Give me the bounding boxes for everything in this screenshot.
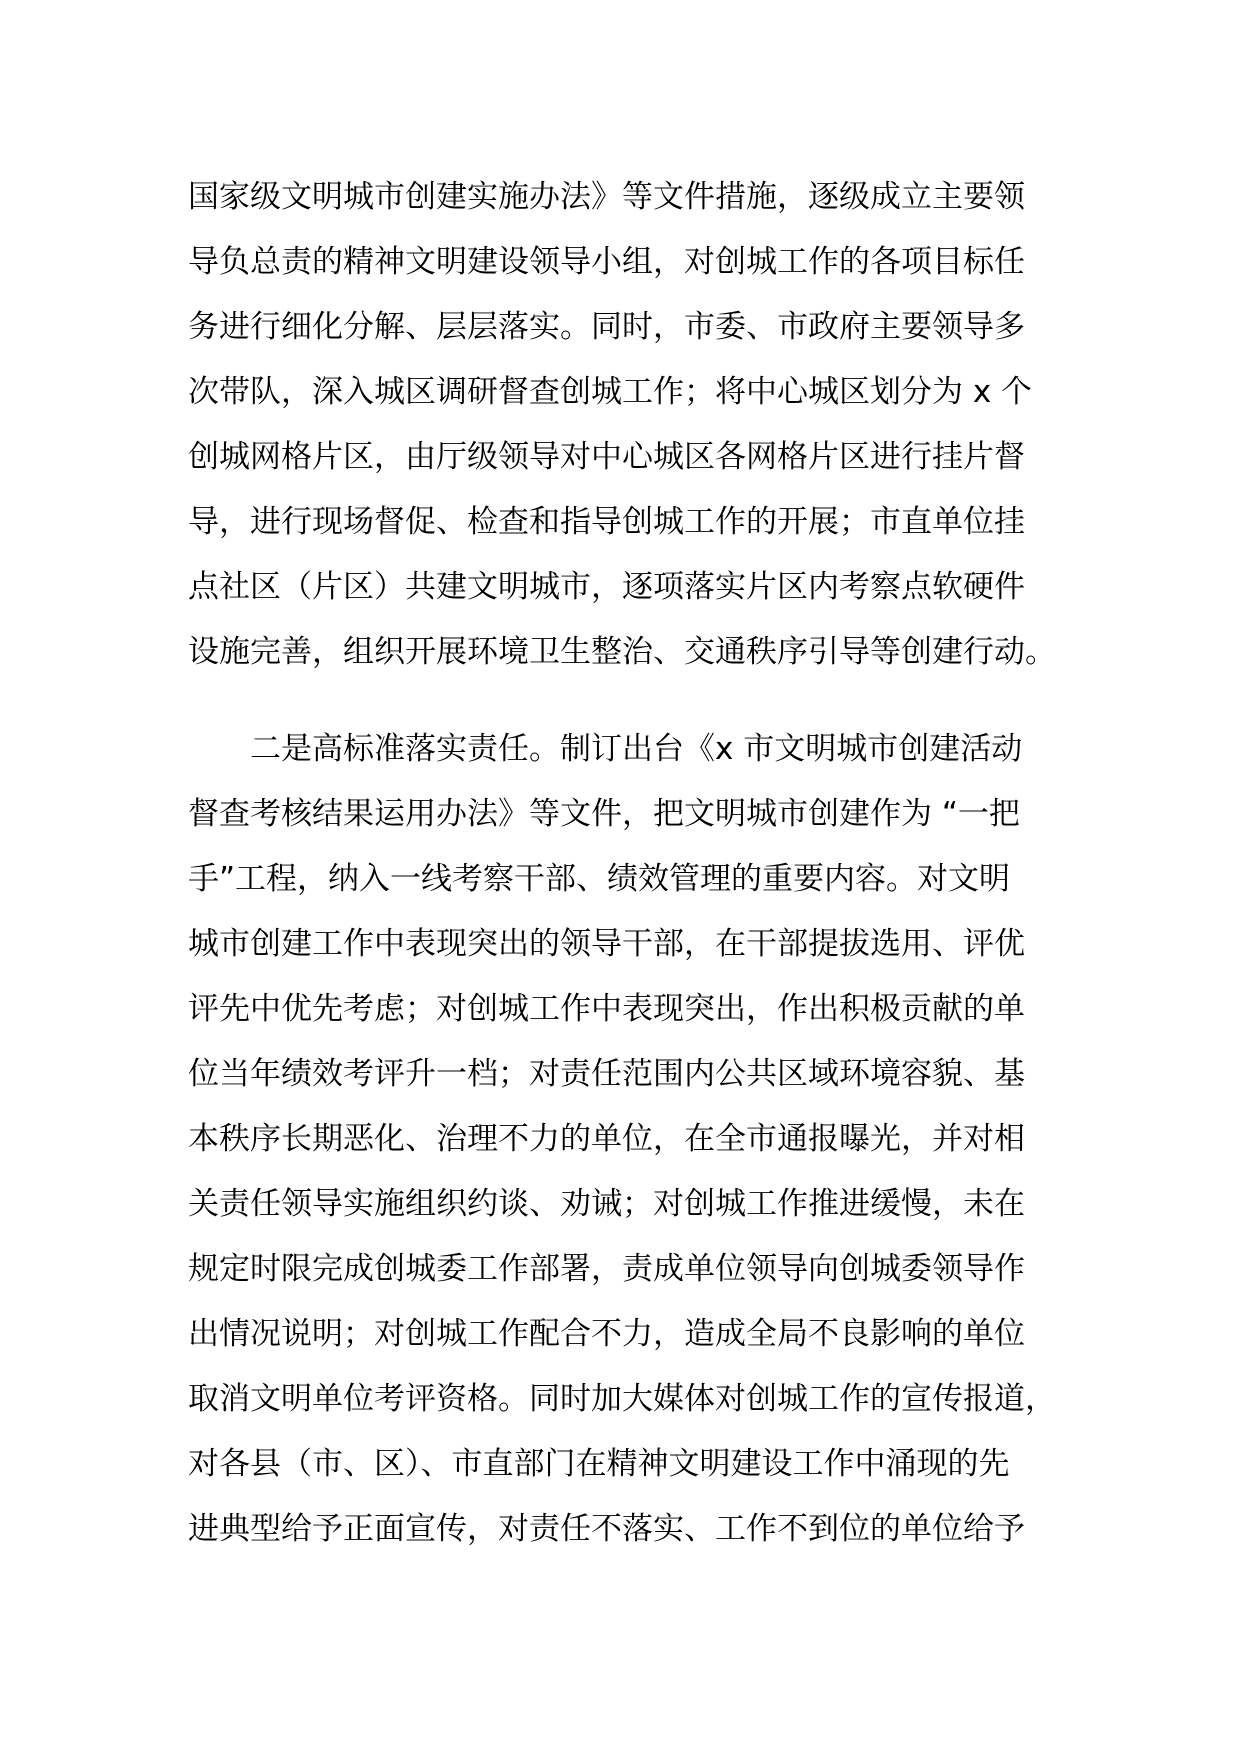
paragraph-line: 出情况说明；对创城工作配合不力，造成全局不良影响的单位 (188, 1316, 1025, 1352)
paragraph-line: 本秩序长期恶化、治理不力的单位，在全市通报曝光，并对相 (188, 1121, 1025, 1157)
paragraph-line: 次带队，深入城区调研督查创城工作；将中心城区划分为 x 个 (188, 374, 1033, 410)
paragraph-1 (188, 165, 1088, 685)
paragraph-line: 导，进行现场督促、检查和指导创城工作的开展；市直单位挂 (188, 504, 1025, 540)
paragraph-line: 评先中优先考虑；对创城工作中表现突出，作出积极贡献的单 (188, 991, 1025, 1027)
paragraph-line: 创城网格片区，由厅级领导对中心城区各网格片区进行挂片督 (188, 439, 1025, 475)
paragraph-2 (188, 717, 1088, 1562)
paragraph-line: 设施完善，组织开展环境卫生整治、交通秩序引导等创建行动。 (188, 634, 1056, 670)
paragraph-line: 城市创建工作中表现突出的领导干部，在干部提拔选用、评优 (188, 926, 1025, 962)
paragraph-line: 规定时限完成创城委工作部署，责成单位领导向创城委领导作 (188, 1251, 1025, 1287)
paragraph-line: 位当年绩效考评升一档；对责任范围内公共区域环境容貌、基 (188, 1056, 1025, 1092)
paragraph-line: 手”工程，纳入一线考察干部、绩效管理的重要内容。对文明 (188, 861, 1011, 897)
paragraph-line: 导负总责的精神文明建设领导小组，对创城工作的各项目标任 (188, 244, 1025, 280)
paragraph-line: 点社区（片区）共建文明城市，逐项落实片区内考察点软硬件 (188, 569, 1025, 605)
paragraph-line: 对各县（市、区）、市直部门在精神文明建设工作中涌现的先 (188, 1446, 1010, 1482)
paragraph-line: 二是高标准落实责任。制订出台《x 市文明城市创建活动 (188, 731, 1023, 767)
paragraph-line: 关责任领导实施组织约谈、劝诫；对创城工作推进缓慢，未在 (188, 1186, 1025, 1222)
paragraph-line: 督查考核结果运用办法》等文件，把文明城市创建作为 “一把 (188, 796, 1020, 832)
paragraph-line: 进典型给予正面宣传，对责任不落实、工作不到位的单位给予 (188, 1511, 1025, 1547)
paragraph-line: 务进行细化分解、层层落实。同时，市委、市政府主要领导多 (188, 309, 1025, 345)
paragraph-line: 国家级文明城市创建实施办法》等文件措施，逐级成立主要领 (188, 179, 1025, 215)
paragraph-line: 取消文明单位考评资格。同时加大媒体对创城工作的宣传报道， (188, 1381, 1056, 1417)
